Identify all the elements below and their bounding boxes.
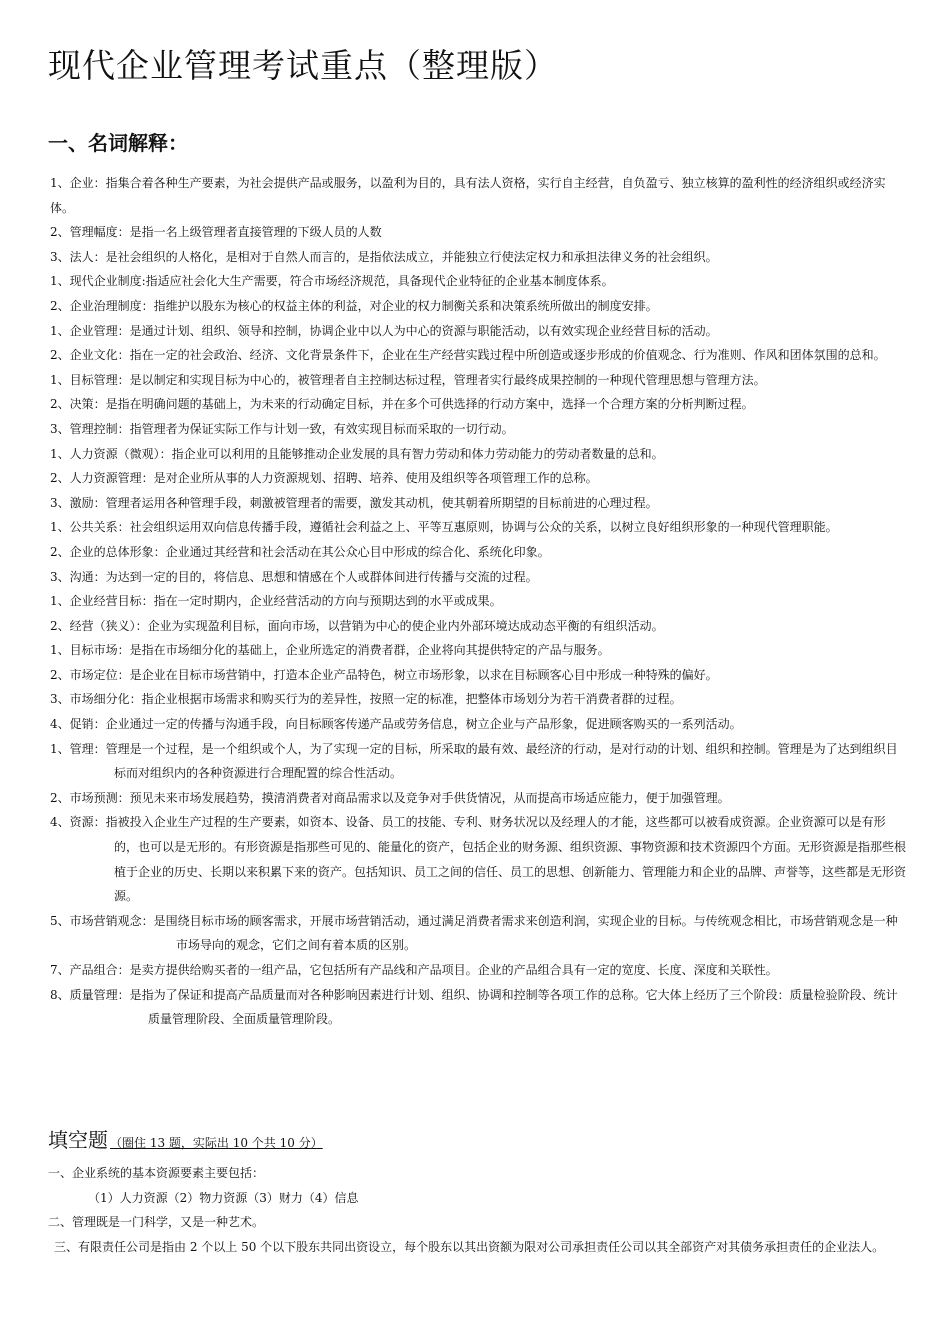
definition-item: 1、企业经营目标：指在一定时期内，企业经营活动的方向与预期达到的水平或成果。	[50, 594, 502, 609]
definition-item: 1、公共关系：社会组织运用双向信息传播手段，遵循社会利益之上、平等互惠原则，协调与公众的关系，以树立良好组织形象的一种现代管理职能。	[50, 520, 838, 535]
definition-item: 4、资源：指被投入企业生产过程的生产要素，如资本、设备、员工的技能、专利、财务状况以及经理人的才能，这些都可以被看成资源。企业资源可以是有形的，也可以是无形的。有形资源是指那些可见的、能量化的资产，包括企业的财务源、组织资源、事物资源和技术资源四个方面。无形资源是指那些根植于企业的历史、长期以来积累下来的资产。包括知识、员工之间的信任、员工的思想、创新能力、管理能力和企业的品牌、声誉等，这些都是无形资源。	[50, 815, 907, 904]
definition-item: 3、市场细分化：指企业根据市场需求和购买行为的差异性，按照一定的标准，把整体市场划分为若干消费者群的过程。	[50, 692, 682, 707]
definition-item: 1、目标管理：是以制定和实现目标为中心的，被管理者自主控制达标过程，管理者实行最终成果控制的一种现代管理思想与管理方法。	[50, 372, 766, 387]
definition-item: 1、目标市场：是指在市场细分化的基础上，企业所选定的消费者群，企业将向其提供特定的产品与服务。	[50, 643, 610, 658]
definition-item: 2、决策：是指在明确问题的基础上，为未来的行动确定目标，并在多个可供选择的行动方案中，选择一个合理方案的分析判断过程。	[50, 397, 754, 412]
definition-item: 4、促销：企业通过一定的传播与沟通手段，向目标顾客传递产品或劳务信息，树立企业与产品形象，促进顾客购买的一系列活动。	[50, 717, 742, 732]
page-title: 现代企业管理考试重点（整理版）	[48, 46, 558, 85]
definition-item: 8、质量管理：是指为了保证和提高产品质量而对各种影响因素进行计划、组织、协调和控制等各项工作的总称。它大体上经历了三个阶段：质量检验阶段、统计质量管理阶段、全面质量管理阶段。	[50, 987, 898, 1027]
definition-item: 1、企业管理：是通过计划、组织、领导和控制，协调企业中以人为中心的资源与职能活动，以有效实现企业经营目标的活动。	[50, 323, 718, 338]
fill-blank-heading	[48, 1124, 323, 1153]
definition-item: 2、企业的总体形象：企业通过其经营和社会活动在其公众心目中形成的综合化、系统化印象。	[50, 544, 550, 559]
definition-item: 2、人力资源管理：是对企业所从事的人力资源规划、招聘、培养、使用及组织等各项管理工作的总称。	[50, 471, 598, 486]
fill-blank-list	[48, 1161, 918, 1259]
definition-item: 2、市场预测：预见未来市场发展趋势，摸清消费者对商品需求以及竞争对手供货情况，从而提高市场适应能力，便于加强管理。	[50, 790, 730, 805]
fill-blank-title: 填空题	[48, 1128, 108, 1152]
definition-item: 5、市场营销观念：是围绕目标市场的顾客需求，开展市场营销活动，通过满足消费者需求来创造利润，实现企业的目标。与传统观念相比，市场营销观念是一种市场导向的观念，它们之间有着本质的区别。	[50, 913, 898, 953]
definition-item: 1、现代企业制度:指适应社会化大生产需要，符合市场经济规范，具备现代企业特征的企业基本制度体系。	[50, 274, 614, 289]
fill-blank-item: 一、企业系统的基本资源要素主要包括：	[48, 1166, 265, 1180]
definition-item: 2、经营（狭义）：企业为实现盈利目标，面向市场，以营销为中心的使企业内外部环境达成动态平衡的有组织活动。	[50, 618, 664, 633]
definition-item: 3、沟通：为达到一定的目的，将信息、思想和情感在个人或群体间进行传播与交流的过程。	[50, 569, 538, 584]
definition-item: 3、管理控制：指管理者为保证实际工作与计划一致，有效实现目标而采取的一切行动。	[50, 421, 514, 436]
fill-blank-item: 二、管理既是一门科学，又是一种艺术。	[48, 1215, 265, 1230]
definition-item: 7、产品组合：是卖方提供给购买者的一组产品，它包括所有产品线和产品项目。企业的产品组合具有一定的宽度、长度、深度和关联性。	[50, 963, 778, 977]
definition-item: 2、企业文化：指在一定的社会政治、经济、文化背景条件下，企业在生产经营实践过程中所创造或逐步形成的价值观念、行为准则、作风和团体氛围的总和。	[50, 348, 886, 363]
fill-blank-item: （1）人力资源（2）物力资源（3）财力（4）信息	[88, 1190, 359, 1205]
definition-item: 1、人力资源（微观）：指企业可以利用的且能够推动企业发展的具有智力劳动和体力劳动能力的劳动者数量的总和。	[50, 446, 664, 461]
fill-blank-note: （圈住 13 题，实际出 10 个共 10 分）	[110, 1136, 323, 1150]
definition-item: 1、管理：管理是一个过程，是一个组织或个人，为了实现一定的目标，所采取的最有效、最经济的行动，是对行动的计划、组织和控制。管理是为了达到组织目标而对组织内的各种资源进行合理配置的综合性活动。	[50, 741, 898, 781]
definition-item: 1、企业：指集合着各种生产要素，为社会提供产品或服务，以盈利为目的，具有法人资格，实行自主经营，自负盈亏、独立核算的盈利性的经济组织或经济实体。	[50, 176, 886, 215]
definition-item: 3、激励：管理者运用各种管理手段，刺激被管理者的需要，激发其动机，使其朝着所期望的目标前进的心理过程。	[50, 495, 658, 510]
definition-item: 3、法人：是社会组织的人格化，是相对于自然人而言的，是指依法成立，并能独立行使法定权力和承担法律义务的社会组织。	[50, 249, 718, 264]
definition-item: 2、管理幅度：是指一名上级管理者直接管理的下级人员的人数	[50, 225, 382, 240]
fill-blank-item: 三、有限责任公司是指由 2 个以上 50 个以下股东共同出资设立，每个股东以其出资额为限对公司承担责任公司以其全部资产对其债务承担责任的企业法人。	[54, 1239, 885, 1254]
definition-item: 2、市场定位：是企业在目标市场营销中，打造本企业产品特色，树立市场形象，以求在目标顾客心目中形成一种特殊的偏好。	[50, 667, 718, 682]
definition-item: 2、企业治理制度：指维护以股东为核心的权益主体的利益，对企业的权力制衡关系和决策系统所做出的制度安排。	[50, 298, 658, 313]
section-heading-definitions: 一、名词解释：	[48, 131, 188, 155]
definition-list	[48, 171, 908, 1032]
